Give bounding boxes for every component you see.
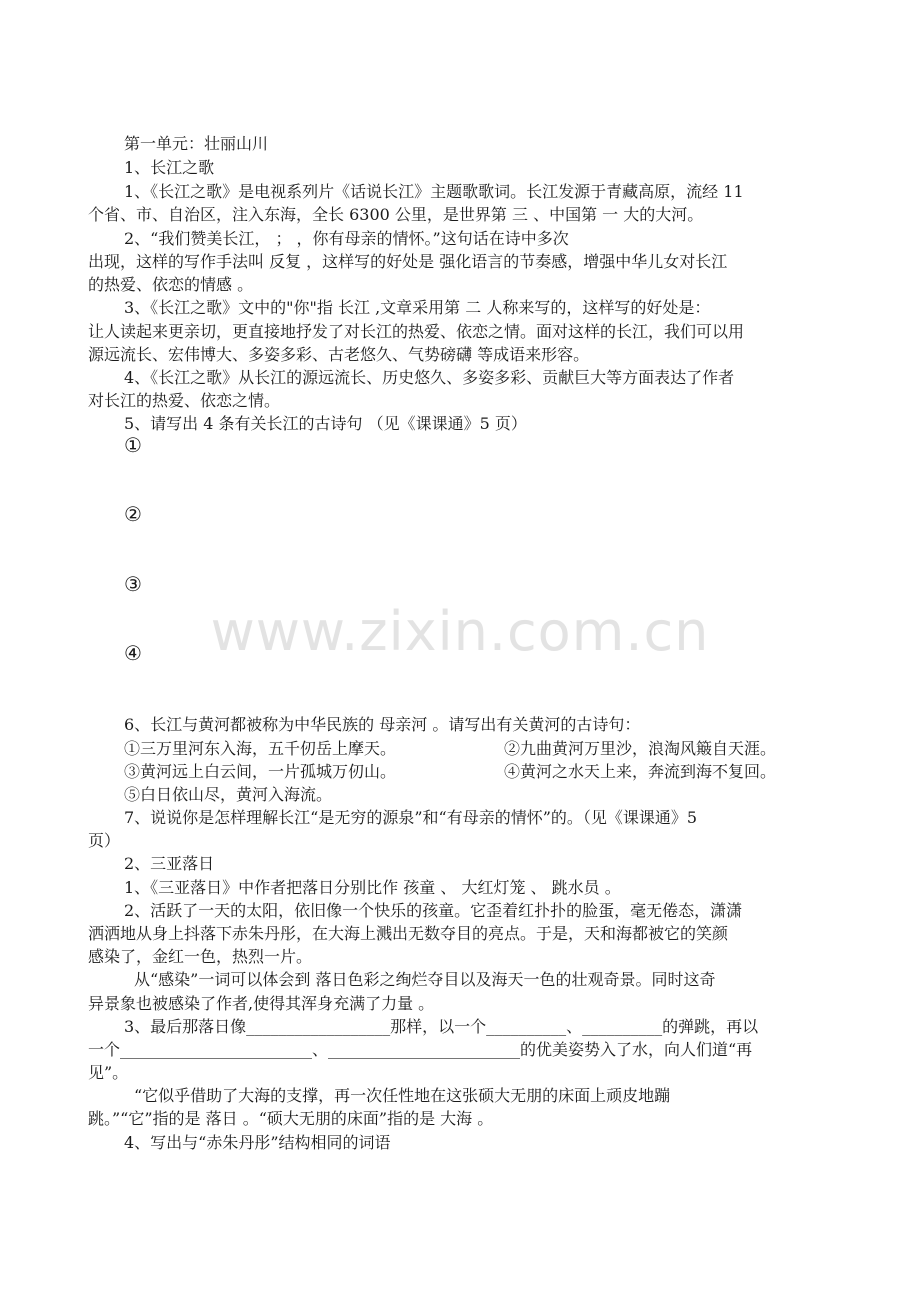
text-line: 感染了，金红一色，热烈一片。 [88, 947, 313, 966]
text-line: “它似乎借助了大海的支撑，再一次任性地在这张硕大无朋的床面上顽皮地蹦 [134, 1086, 671, 1105]
text-line: 5、请写出 4 条有关长江的古诗句 （见《课课通》5 页） [124, 414, 527, 433]
text-line: 6、长江与黄河都被称为中华民族的 母亲河 。请写出有关黄河的古诗句： [124, 715, 641, 734]
text-line: 从“感染”一词可以体会到 落日色彩之绚烂夺目以及海天一色的壮观奇景。同时这奇 [134, 970, 716, 989]
text-line: 2、“我们赞美长江， ； ，你有母亲的情怀。”这句话在诗中多次 [124, 229, 569, 248]
text-line: 个省、市、自治区，注入东海，全长 6300 公里，是世界第 三 、中国第 一 大的大河。 [88, 205, 704, 224]
text-line: 1、《三亚落日》中作者把落日分别比作 孩童 、 大红灯笼 、 跳水员 。 [124, 878, 621, 897]
text-line: 一个________________________、________________________的优美姿势入了水，向人们道“再 [88, 1040, 753, 1059]
text-line: 3、最后那落日像__________________那样，以一个__________、__________的弹跳，再以 [124, 1017, 759, 1036]
text-line: 7、说说你是怎样理解长江“是无穷的源泉”和“有母亲的情怀”的。（见《课课通》5 [124, 808, 698, 827]
poem-line: ⑤白日依山尽，黄河入海流。 [124, 785, 333, 804]
text-line: 见”。 [88, 1063, 129, 1082]
poem-line: ③黄河远上白云间，一片孤城万仞山。 [124, 762, 397, 781]
lesson-heading: 1、长江之歌 [124, 158, 215, 177]
text-line: 让人读起来更亲切，更直接地抒发了对长江的热爱、依恋之情。面对这样的长江，我们可以用 [88, 322, 745, 341]
lesson-heading: 2、三亚落日 [124, 854, 215, 873]
text-line: 洒洒地从身上抖落下赤朱丹彤，在大海上溅出无数夺目的亮点。于是，天和海都被它的笑颜 [88, 924, 729, 943]
text-line: 出现，这样的写作手法叫 反复 ，这样写的好处是 强化语言的节奏感，增强中华儿女对长江 [88, 252, 728, 271]
unit-heading: 第一单元：壮丽山川 [124, 134, 269, 153]
poem-line: ①三万里河东入海，五千仞岳上摩天。 [124, 739, 397, 758]
answer-marker-3: ③ [124, 573, 142, 596]
answer-marker-1: ① [124, 434, 142, 457]
watermark: www.zixin.com.cn [210, 600, 710, 663]
text-line: 跳。”“它”指的是 落日 。“硕大无朋的床面”指的是 大海 。 [88, 1109, 494, 1128]
text-line: 页） [88, 831, 121, 850]
poem-line: ④黄河之水天上来，奔流到海不复回。 [504, 762, 777, 781]
text-line: 2、活跃了一天的太阳，依旧像一个快乐的孩童。它歪着红扑扑的脸蛋，毫无倦态，潇潇 [124, 901, 743, 920]
text-line: 对长江的热爱、依恋之情。 [88, 391, 281, 410]
poem-line: ②九曲黄河万里沙，浪淘风簸自天涯。 [504, 739, 777, 758]
text-line: 异景象也被感染了作者,使得其浑身充满了力量 。 [88, 994, 435, 1013]
answer-marker-4: ④ [124, 642, 142, 665]
text-line: 源远流长、宏伟博大、多姿多彩、古老悠久、气势磅礴 等成语来形容。 [88, 345, 590, 364]
text-line: 的热爱、依恋的情感 。 [88, 275, 254, 294]
text-line: 3、《长江之歌》文中的"你"指 长江 ,文章采用第 二 人称来写的，这样写的好处是： [124, 298, 711, 317]
answer-marker-2: ② [124, 503, 142, 526]
text-line: 1、《长江之歌》是电视系列片《话说长江》主题歌歌词。长江发源于青藏高原，流经 11 [124, 182, 744, 201]
text-line: 4、《长江之歌》从长江的源远流长、历史悠久、多姿多彩、贡献巨大等方面表达了作者 [124, 368, 735, 387]
text-line: 4、写出与“赤朱丹彤”结构相同的词语 [124, 1133, 391, 1152]
